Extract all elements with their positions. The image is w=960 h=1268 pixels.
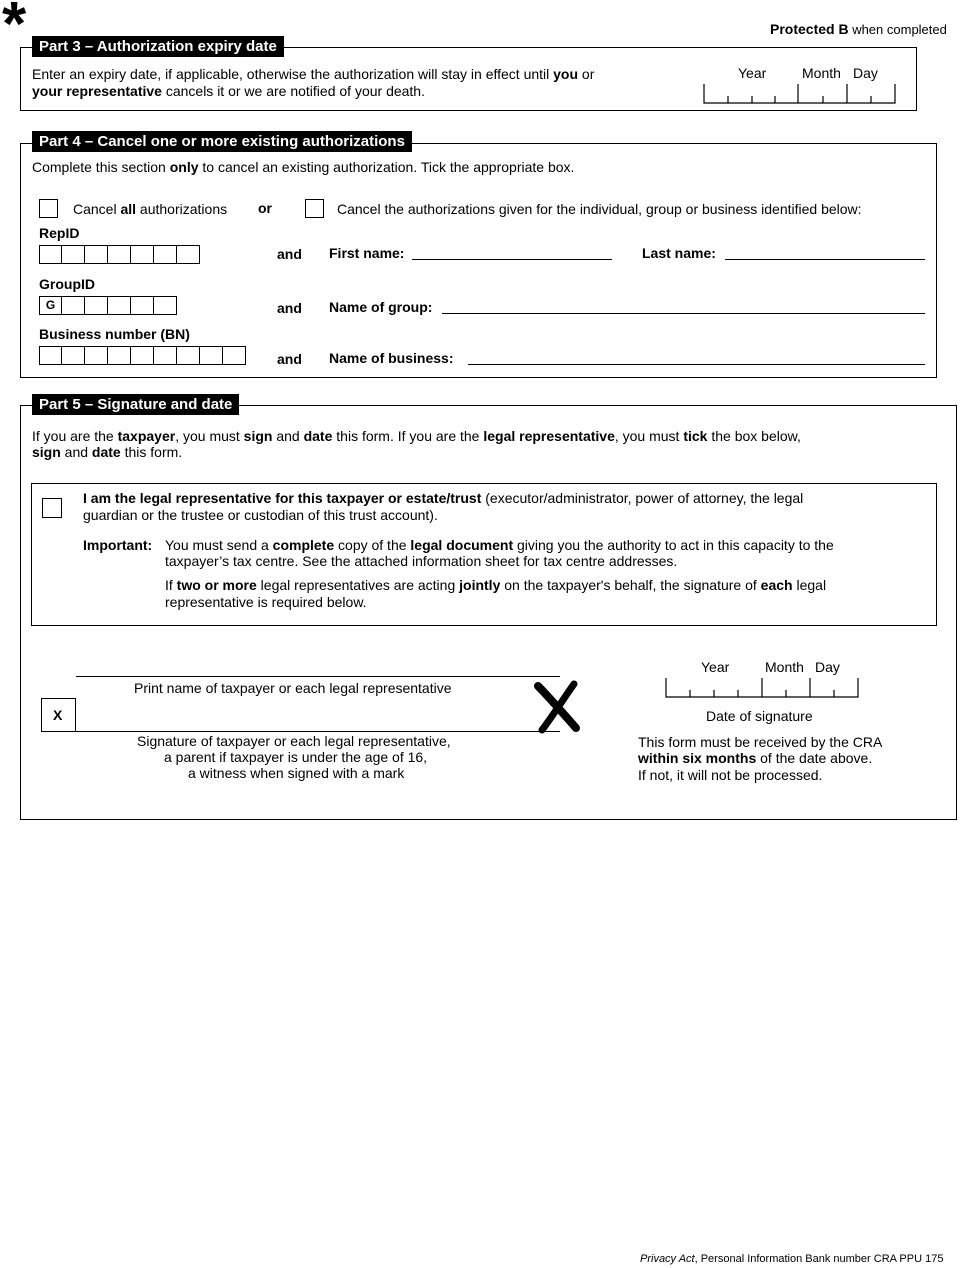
t-bold: legal representative [483, 428, 615, 444]
t: If you are the [32, 428, 118, 444]
t: on the taxpayer's behalf, the signature of [500, 577, 761, 593]
last-name-input[interactable] [725, 259, 925, 260]
cancel-given-label: Cancel the authorizations given for the individual, group or business identified below: [337, 201, 862, 217]
bn-cell[interactable] [108, 346, 131, 365]
and-label: and [277, 351, 302, 367]
received-line2 [638, 750, 872, 767]
t: the box below, [707, 428, 801, 444]
t: and [272, 428, 304, 444]
groupid-cell[interactable] [85, 296, 108, 315]
t: , you must [175, 428, 244, 444]
repid-cell[interactable] [85, 245, 108, 264]
print-name-line[interactable] [76, 676, 560, 677]
bn-cell[interactable] [154, 346, 177, 365]
t: this form. [120, 444, 183, 460]
cancel-given-checkbox[interactable] [305, 199, 324, 218]
legal-rep-line2: guardian or the trustee or custodian of this trust account). [83, 507, 438, 523]
groupid-cell[interactable] [62, 296, 85, 315]
t: to cancel an existing authorization. Tick the appropriate box. [198, 159, 575, 175]
important-line4: representative is required below. [165, 594, 367, 610]
groupid-cell[interactable] [131, 296, 154, 315]
repid-label: RepID [39, 225, 80, 241]
and-label: and [277, 300, 302, 316]
expiry-date-field[interactable] [703, 82, 897, 104]
repid-cell[interactable] [177, 245, 200, 264]
repid-field[interactable] [39, 245, 200, 264]
sig-day-label: Day [815, 659, 840, 675]
bn-cell[interactable] [200, 346, 223, 365]
repid-cell[interactable] [131, 245, 154, 264]
t: You must send a [165, 537, 273, 553]
t-bold: you [553, 66, 579, 82]
t-bold: your representative [32, 83, 162, 99]
t: authorizations [136, 201, 228, 217]
important-label: Important: [83, 537, 153, 553]
t: giving you the authority to act in this capacity to the [513, 537, 834, 553]
t: this form. If you are the [332, 428, 484, 444]
protected-rest: when completed [848, 22, 947, 37]
t: legal [792, 577, 827, 593]
t-bold: all [120, 201, 137, 217]
signature-line[interactable] [76, 731, 560, 732]
t-bold: sign [243, 428, 273, 444]
legal-rep-checkbox[interactable] [42, 498, 62, 518]
important-line1 [165, 537, 834, 554]
cancel-all-label [73, 201, 227, 218]
t: of the date above. [756, 750, 873, 766]
signature-date-field[interactable] [665, 676, 860, 698]
t-bold: within six months [638, 750, 757, 766]
asterisk-mark: * [2, 0, 27, 59]
t-bold: sign [32, 444, 61, 460]
important-line2: taxpayer’s tax centre. See the attached information sheet for tax centre addresses. [165, 553, 678, 569]
t: If [165, 577, 177, 593]
important-line3 [165, 577, 826, 594]
t-bold: two or more [176, 577, 257, 593]
t-bold: each [760, 577, 793, 593]
footer-privacy [640, 1251, 943, 1268]
t: , you must [614, 428, 684, 444]
t: legal representatives are acting [256, 577, 460, 593]
name-of-group-input[interactable] [442, 313, 925, 314]
signature-caption-line1: Signature of taxpayer or each legal representative, [137, 733, 451, 749]
first-name-input[interactable] [412, 259, 612, 260]
repid-cell[interactable] [62, 245, 85, 264]
name-of-group-label: Name of group: [329, 299, 433, 315]
t-bold: legal document [410, 537, 514, 553]
groupid-cell[interactable] [154, 296, 177, 315]
part5-instruction-line2 [32, 444, 182, 461]
repid-cell[interactable] [108, 245, 131, 264]
protected-b-label [770, 21, 947, 38]
groupid-prefix-cell: G [39, 296, 62, 315]
received-line1: This form must be received by the CRA [638, 734, 883, 750]
t-bold: date [303, 428, 333, 444]
footer-italic: Privacy Act [640, 1253, 695, 1265]
part3-header: Part 3 – Authorization expiry date [32, 36, 284, 57]
t: or [578, 66, 595, 82]
t: Cancel [73, 201, 121, 217]
part5-instruction-line1 [32, 428, 801, 445]
bn-cell[interactable] [131, 346, 154, 365]
part4-header: Part 4 – Cancel one or more existing authorizations [32, 131, 412, 152]
t-bold: jointly [459, 577, 501, 593]
print-name-label: Print name of taxpayer or each legal representative [134, 680, 452, 696]
t: (executor/administrator, power of attorney, the legal [481, 490, 804, 506]
bn-cell[interactable] [177, 346, 200, 365]
expiry-month-label: Month [802, 65, 841, 81]
legal-rep-line1 [83, 490, 803, 507]
repid-cell[interactable] [39, 245, 62, 264]
t-bold: I am the legal representative for this taxpayer or estate/trust [83, 490, 482, 506]
cross-mark-icon [532, 678, 582, 734]
expiry-day-label: Day [853, 65, 878, 81]
bn-cell[interactable] [85, 346, 108, 365]
t: copy of the [334, 537, 411, 553]
t-bold: date [91, 444, 121, 460]
t-bold: tick [683, 428, 708, 444]
x-mark: X [53, 707, 63, 723]
bn-cell[interactable] [223, 346, 246, 365]
or-label: or [258, 200, 272, 216]
bn-cell[interactable] [62, 346, 85, 365]
signature-caption-line3: a witness when signed with a mark [188, 765, 405, 781]
last-name-label: Last name: [642, 245, 716, 261]
business-number-field[interactable] [39, 346, 246, 365]
t: and [60, 444, 92, 460]
business-number-label: Business number (BN) [39, 326, 190, 342]
sig-year-label: Year [701, 659, 730, 675]
t: Enter an expiry date, if applicable, otherwise the authorization will stay in effect until [32, 66, 554, 82]
part3-instruction-line2 [32, 83, 425, 100]
first-name-label: First name: [329, 245, 405, 261]
date-of-signature-label: Date of signature [706, 708, 813, 724]
t-bold: only [169, 159, 199, 175]
signature-caption-line2: a parent if taxpayer is under the age of 16, [164, 749, 428, 765]
groupid-cell[interactable] [108, 296, 131, 315]
footer-rest: , Personal Information Bank number CRA PPU 175 [694, 1253, 944, 1265]
t-bold: complete [272, 537, 335, 553]
name-of-business-label: Name of business: [329, 350, 454, 366]
repid-cell[interactable] [154, 245, 177, 264]
t: Complete this section [32, 159, 170, 175]
t: cancels it or we are notified of your death. [161, 83, 425, 99]
protected-bold: Protected B [770, 21, 849, 37]
t-bold: taxpayer [117, 428, 176, 444]
sig-month-label: Month [765, 659, 804, 675]
expiry-year-label: Year [738, 65, 767, 81]
groupid-field[interactable] [39, 296, 177, 315]
cancel-all-checkbox[interactable] [39, 199, 58, 218]
bn-cell[interactable] [39, 346, 62, 365]
part5-header: Part 5 – Signature and date [32, 394, 239, 415]
received-line3: If not, it will not be processed. [638, 767, 823, 783]
part4-instruction [32, 159, 574, 176]
and-label: and [277, 246, 302, 262]
name-of-business-input[interactable] [468, 364, 925, 365]
groupid-label: GroupID [39, 276, 95, 292]
part3-instruction-line1 [32, 66, 594, 83]
